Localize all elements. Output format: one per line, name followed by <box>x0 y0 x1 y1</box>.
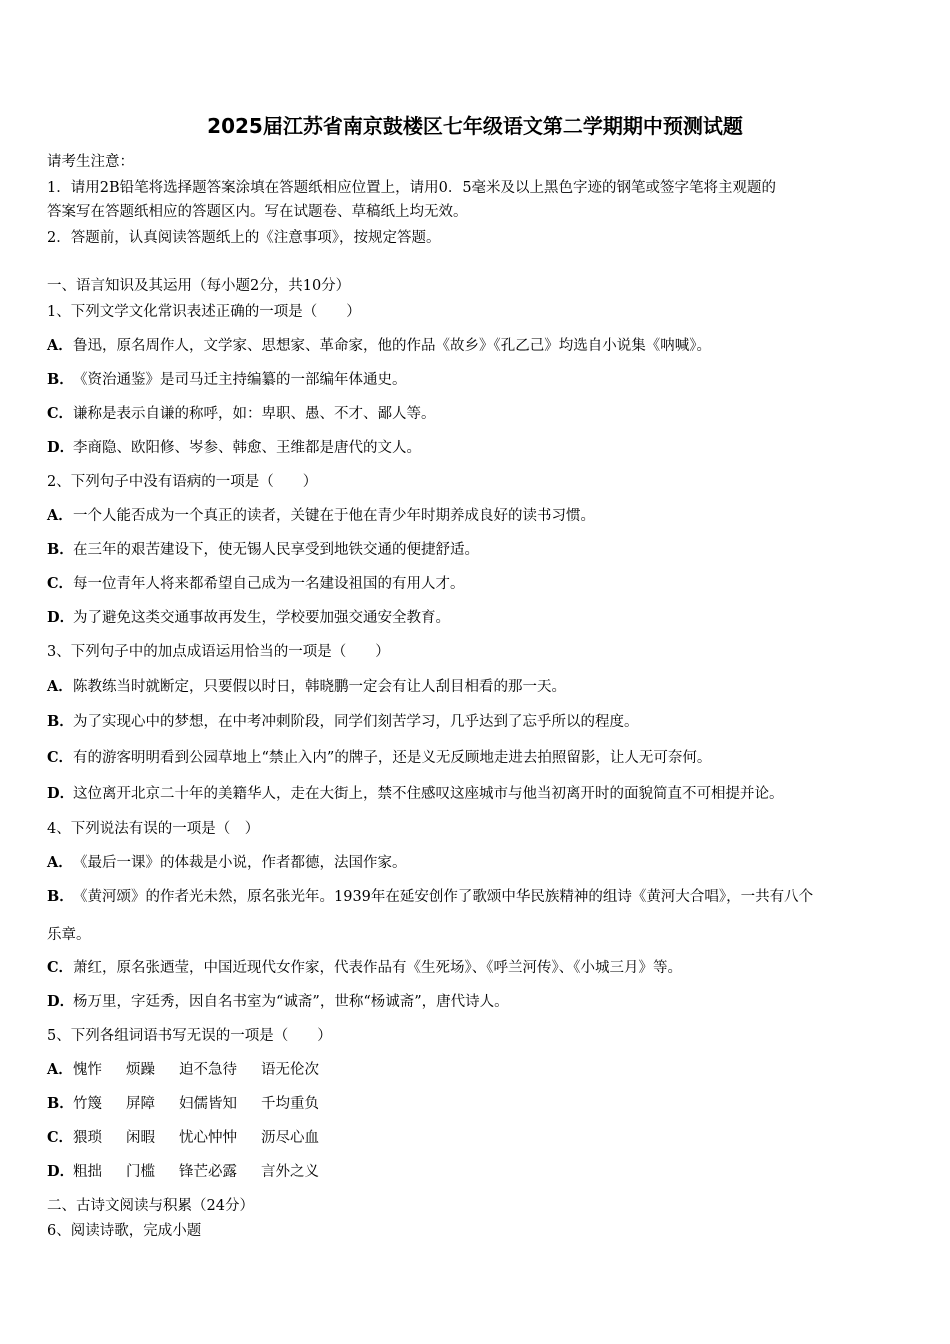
question-2-option-c: C．每一位青年人将来都希望自己成为一名建设祖国的有用人才。 <box>47 575 465 592</box>
notice-item-1-line-2: 答案写在答题纸相应的答题区内。写在试题卷、草稿纸上均无效。 <box>47 204 468 220</box>
question-5-option-d: D．粗拙 门槛 锋芒必露 言外之义 <box>47 1163 319 1180</box>
question-5-option-a: A．愧怍 烦躁 迫不急待 语无伦次 <box>47 1061 319 1078</box>
question-4-option-c: C．萧红，原名张迺莹，中国近现代女作家，代表作品有《生死场》、《呼兰河传》、《小城三月》等。 <box>47 959 682 976</box>
question-3-stem: 3、下列句子中的加点成语运用恰当的一项是（ ） <box>47 644 390 660</box>
question-3-option-c: C．有的游客明明看到公园草地上“禁止入内”的牌子，还是义无反顾地走进去拍照留影，让人无可奈何。 <box>47 749 712 766</box>
question-3-option-b: B．为了实现心中的梦想，在中考冲刺阶段，同学们刻苦学习，几乎达到了忘乎所以的程度。 <box>47 713 639 730</box>
word: 迫不急待 <box>179 1062 237 1078</box>
question-4-stem: 4、下列说法有误的一项是（ ） <box>47 821 260 837</box>
word: 门槛 <box>126 1164 155 1180</box>
question-6-stem: 6、阅读诗歌，完成小题 <box>47 1223 202 1239</box>
word: 妇儒皆知 <box>179 1096 237 1112</box>
question-4-option-a: A．《最后一课》的体裁是小说，作者都德，法国作家。 <box>47 854 407 871</box>
question-2-option-a: A．一个人能否成为一个真正的读者，关键在于他在青少年时期养成良好的读书习惯。 <box>47 507 595 524</box>
word: 言外之义 <box>261 1164 319 1180</box>
question-5-option-c: C．猥琐 闲暇 忧心忡忡 沥尽心血 <box>47 1129 319 1146</box>
question-1-stem: 1、下列文学文化常识表述正确的一项是（ ） <box>47 304 361 320</box>
word: 粗拙 <box>73 1164 102 1180</box>
question-3-option-d: D．这位离开北京二十年的美籍华人，走在大街上，禁不住感叹这座城市与他当初离开时的面貌简直不可相提并论。 <box>47 785 784 802</box>
question-4-option-d: D．杨万里，字廷秀，因自名书室为“诚斋”，世称“杨诚斋”，唐代诗人。 <box>47 993 509 1010</box>
question-5-option-b: B．竹篾 屏障 妇儒皆知 千均重负 <box>47 1095 319 1112</box>
notice-item-2: 2．答题前，认真阅读答题纸上的《注意事项》，按规定答题。 <box>47 230 441 246</box>
word: 锋芒必露 <box>179 1164 237 1180</box>
question-1-option-a: A．鲁迅，原名周作人，文学家、思想家、革命家，他的作品《故乡》《孔乙己》均选自小说集《呐喊》。 <box>47 337 711 354</box>
section-2-heading: 二、古诗文阅读与积累（24分） <box>47 1198 254 1214</box>
question-3-option-a: A．陈教练当时就断定，只要假以时日，韩晓鹏一定会有让人刮目相看的那一天。 <box>47 678 566 695</box>
question-4-option-b-continued: 乐章。 <box>47 927 91 943</box>
question-2-stem: 2、下列句子中没有语病的一项是（ ） <box>47 474 318 490</box>
word: 语无伦次 <box>261 1062 319 1078</box>
word: 屏障 <box>126 1096 155 1112</box>
question-2-option-b: B．在三年的艰苦建设下，使无锡人民享受到地铁交通的便捷舒适。 <box>47 541 479 558</box>
word: 猥琐 <box>73 1130 102 1146</box>
word: 闲暇 <box>126 1130 155 1146</box>
section-1-heading: 一、语言知识及其运用（每小题2分，共10分） <box>47 278 351 294</box>
word: 竹篾 <box>73 1096 102 1112</box>
word: 烦躁 <box>126 1062 155 1078</box>
question-4-option-b: B．《黄河颂》的作者光未然，原名张光年。1939年在延安创作了歌颂中华民族精神的组诗《黄河大合唱》，一共有八个 <box>47 888 814 905</box>
notice-item-1-line-1: 1．请用2B铅笔将选择题答案涂填在答题纸相应位置上，请用0．5毫米及以上黑色字迹的钢笔或签字笔将主观题的 <box>47 180 777 196</box>
word: 忧心忡忡 <box>179 1130 237 1146</box>
word: 沥尽心血 <box>261 1130 319 1146</box>
question-1-option-c: C．谦称是表示自谦的称呼，如：卑职、愚、不才、鄙人等。 <box>47 405 436 422</box>
question-1-option-b: B．《资治通鉴》是司马迁主持编纂的一部编年体通史。 <box>47 371 407 388</box>
word: 千均重负 <box>261 1096 319 1112</box>
question-5-stem: 5、下列各组词语书写无误的一项是（ ） <box>47 1028 332 1044</box>
question-1-option-d: D．李商隐、欧阳修、岑参、韩愈、王维都是唐代的文人。 <box>47 439 421 456</box>
page-title: 2025届江苏省南京鼓楼区七年级语文第二学期期中预测试题 <box>207 114 743 138</box>
word: 愧怍 <box>73 1062 102 1078</box>
question-2-option-d: D．为了避免这类交通事故再发生，学校要加强交通安全教育。 <box>47 609 450 626</box>
notice-heading: 请考生注意： <box>47 154 134 170</box>
